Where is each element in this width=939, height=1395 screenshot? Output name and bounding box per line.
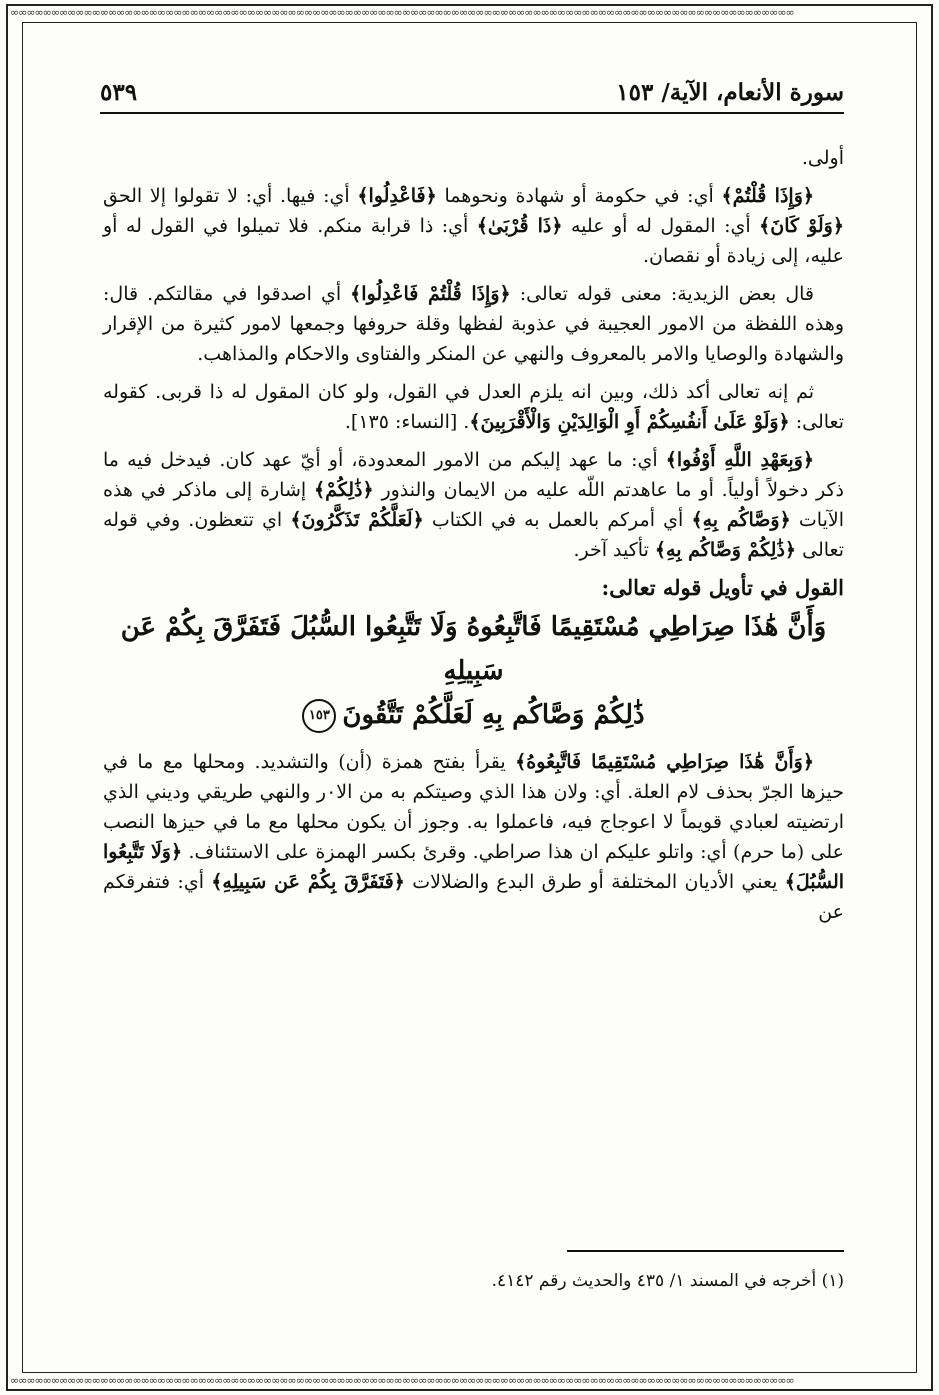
- paragraph-1: [103, 143, 844, 173]
- verse-line-2-text: ذَٰلِكُمْ وَصَّاكُم بِهِ لَعَلَّكُمْ تَتَّقُونَ: [342, 700, 645, 730]
- text-run: أي: المقول له أو عليه: [562, 215, 760, 237]
- text-run: تأكيد آخر.: [573, 539, 655, 561]
- section-heading: القول في تأويل قوله تعالى:: [601, 575, 844, 600]
- text-run: أي أمركم بالعمل به في الكتاب: [423, 509, 692, 531]
- text-run: أي: فتفرقكم عن: [103, 871, 844, 923]
- quran-verse-block: [103, 605, 844, 737]
- quran-quote: ﴿وَإِذَا قُلْتُمْ فَاعْدِلُوا﴾: [350, 283, 511, 305]
- quran-quote: ﴿ذَا قُرْبَىٰ﴾: [476, 215, 563, 237]
- text-run: أي: ما عهد إليكم من الامور المعدودة، أو أيّ عهد كان. فيدخل فيه ما ذكر دخولاً أولياً. أو ما عاهدتم اللّه عليه من الايمان والنذور: [103, 449, 844, 501]
- quran-quote: ﴿وَصَّاكُم بِهِ﴾: [691, 509, 791, 531]
- footnote-separator: [567, 1250, 844, 1252]
- page-number: ٥٣٩: [100, 79, 138, 106]
- paragraph-4: [103, 377, 844, 437]
- quran-quote: ﴿ذَٰلِكُمْ﴾: [313, 479, 374, 501]
- verse-line-2: [103, 693, 844, 737]
- text-run: . [النساء: ١٣٥].: [344, 411, 470, 433]
- paragraph-3: [103, 279, 844, 369]
- text-run: قال بعض الزيدية: معنى قوله تعالى:: [510, 283, 815, 305]
- quran-quote: ﴿فَاعْدِلُوا﴾: [357, 185, 437, 207]
- quran-quote: ﴿وَلَوْ عَلَىٰ أَنفُسِكُمْ أَوِ الْوَالِدَيْنِ وَالْأَقْرَبِينَ﴾: [469, 411, 790, 433]
- decorative-border-top: ∞∞∞∞∞∞∞∞∞∞∞∞∞∞∞∞∞∞∞∞∞∞∞∞∞∞∞∞∞∞∞∞∞∞∞∞∞∞∞∞∞∞∞∞∞∞∞∞∞∞∞∞∞∞∞∞∞∞∞∞∞∞∞∞∞∞∞∞∞∞∞∞∞∞∞∞∞∞∞∞∞∞∞∞∞∞∞∞∞∞∞∞∞∞∞∞: [10, 7, 794, 19]
- text-run: أي: في حكومة أو شهادة ونحوهما: [436, 185, 722, 207]
- paragraph-2: [103, 181, 844, 271]
- text-run: أي: فيها. أي: لا تقولوا إلا الحق: [103, 185, 358, 207]
- text-run: إشارة إلى ماذكر في هذه الآيات: [103, 479, 844, 531]
- text-run: أي اصدقوا في مقالتكم. قال: وهذه اللفظة من الامور العجيبة في عذوبة لفظها وقلة حروفها وجمعها لامور كثيرة من الإقرار والشهادة والوصايا والامر بالمعروف والنهي عن المنكر والفتاوى والاحكام والمذاهب.: [103, 283, 844, 365]
- quran-quote: ﴿وَبِعَهْدِ اللَّهِ أَوْفُوا﴾: [665, 449, 815, 471]
- text-run: اي تتعظون. وفي قوله تعالى: [103, 509, 844, 561]
- text-run: يعني الأديان المختلفة أو طرق البدع والضلالات: [404, 871, 785, 893]
- quran-quote: ﴿لَعَلَّكُمْ تَذَكَّرُونَ﴾: [290, 509, 424, 531]
- quran-quote: ﴿وَلَوْ كَانَ﴾: [759, 215, 844, 237]
- footnote: (١) أخرجه في المسند ١/ ٤٣٥ والحديث رقم ٤١٤٢.: [491, 1271, 844, 1291]
- text-run: أي: ذا قرابة منكم. فلا تميلوا في القول له أو عليه، إلى زيادة أو نقصان.: [103, 215, 844, 267]
- running-title: سورة الأنعام، الآية/ ١٥٣: [616, 79, 844, 106]
- paragraph-6: [103, 747, 844, 927]
- main-text: [103, 143, 844, 935]
- text-run: أولى.: [801, 147, 844, 169]
- quran-quote: ﴿ذَٰلِكُمْ وَصَّاكُم بِهِ﴾: [654, 539, 797, 561]
- ayah-number-marker: ١٥٣: [302, 699, 336, 733]
- page-header: [100, 72, 844, 114]
- decorative-border-bottom: ∞∞∞∞∞∞∞∞∞∞∞∞∞∞∞∞∞∞∞∞∞∞∞∞∞∞∞∞∞∞∞∞∞∞∞∞∞∞∞∞∞∞∞∞∞∞∞∞∞∞∞∞∞∞∞∞∞∞∞∞∞∞∞∞∞∞∞∞∞∞∞∞∞∞∞∞∞∞∞∞∞∞∞∞∞∞∞∞∞∞∞∞∞∞∞∞: [10, 1375, 794, 1387]
- text-run: ثم إنه تعالى أكد ذلك، وبين انه يلزم العدل في القول، ولو كان المقول له ذا قربى. كقوله تعالى:: [103, 381, 844, 433]
- verse-line-1: وَأَنَّ هَٰذَا صِرَاطِي مُسْتَقِيمًا فَاتَّبِعُوهُ وَلَا تَتَّبِعُوا السُّبُلَ فَتَفَرَّقَ بِكُمْ عَن سَبِيلِهِ: [120, 612, 827, 686]
- quran-quote: ﴿وَلَا تَتَّبِعُوا السُّبُلَ﴾: [103, 841, 845, 893]
- quran-quote: ﴿وَأَنَّ هَٰذَا صِرَاطِي مُسْتَقِيمًا فَاتَّبِعُوهُ﴾: [515, 751, 814, 773]
- paragraph-5: [103, 445, 844, 565]
- text-run: يقرأ بفتح همزة (أن) والتشديد. ومحلها مع ما في حيزها الجرّ بحذف لام العلة. أي: ولان هذا الذي وصيتكم به من الا٠ر والنهي طريقي وديني الذي ارتضيته لعبادي قويماً لا اعوجاج فيه، فاعملوا به. وجوز أن يكون محلها مع ما في حيزها النصب على (ما حرم) أي: واتلو عليكم ان هذا صراطي. وقرئ بكسر الهمزة على الاستئناف.: [103, 751, 844, 863]
- quran-quote: ﴿فَتَفَرَّقَ بِكُمْ عَن سَبِيلِهِ﴾: [211, 871, 405, 893]
- quran-quote: ﴿وَإِذَا قُلْتُمْ﴾: [721, 185, 815, 207]
